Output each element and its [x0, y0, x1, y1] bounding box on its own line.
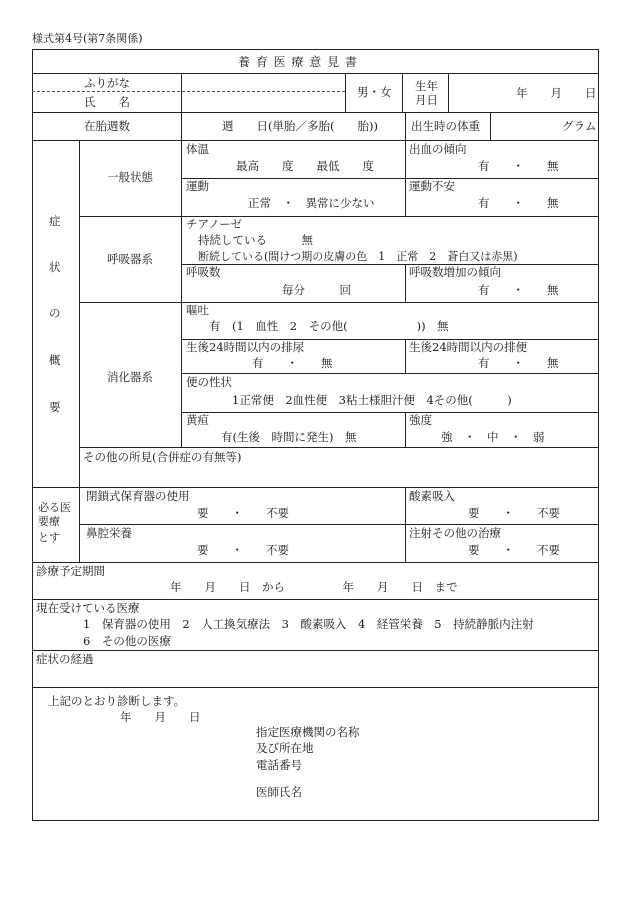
- stool-type-choice[interactable]: 1正常便 2血性便 3粘土様胆汁便 4その他( ): [232, 393, 512, 407]
- diagnosis-statement: 上記のとおり診断します。: [48, 694, 186, 708]
- incubator-label: 閉鎖式保育器の使用: [86, 489, 190, 503]
- phone-label: 電話番号: [256, 758, 302, 772]
- required-care-side-1: 必る医: [38, 501, 71, 514]
- restlessness-choice[interactable]: 有 ・ 無: [478, 196, 559, 210]
- cyanosis-intermittent[interactable]: 断続している(間けつ期の皮膚の色 1 正常 2 蒼白又は赤黒): [198, 250, 518, 263]
- birth-weight-label: 出生時の体重: [411, 119, 480, 133]
- symptoms-side-label-4: 概: [49, 353, 61, 367]
- birth-date-field[interactable]: 年 月 日: [516, 86, 597, 100]
- gestation-field[interactable]: 週 日(単胎／多胎( 胎)): [222, 119, 378, 133]
- bleeding-label: 出血の傾向: [409, 142, 467, 156]
- jaundice-choice[interactable]: 有(生後 時間に発生) 無: [221, 430, 357, 444]
- urine-choice[interactable]: 有 ・ 無: [252, 356, 333, 370]
- current-care-label: 現在受けている医療: [36, 601, 140, 615]
- birth-label-1: 生年: [415, 79, 438, 93]
- nasal-feeding-choice[interactable]: 要 ・ 不要: [197, 543, 289, 557]
- movement-choice[interactable]: 正常 ・ 異常に少ない: [248, 196, 375, 210]
- digestive-label: 消化器系: [107, 370, 153, 384]
- required-care-side-2: 要療: [38, 515, 60, 528]
- course-field[interactable]: [36, 670, 594, 685]
- name-label: 氏 名: [84, 95, 130, 109]
- page-title: 養 育 医 療 意 見 書: [238, 55, 358, 69]
- resp-increase-label: 呼吸数増加の傾向: [409, 265, 501, 279]
- resp-rate-label: 呼吸数: [186, 265, 221, 279]
- symptoms-side-label-2: 状: [49, 260, 61, 274]
- urine-label: 生後24時間以内の排尿: [186, 340, 305, 354]
- oxygen-choice[interactable]: 要 ・ 不要: [468, 506, 560, 520]
- current-care-options-2[interactable]: 6 その他の医療: [83, 634, 171, 648]
- resp-increase-choice[interactable]: 有 ・ 無: [478, 283, 559, 297]
- stool-label: 生後24時間以内の排便: [409, 340, 528, 354]
- current-care-options-1[interactable]: 1 保育器の使用 2 人工換気療法 3 酸素吸入 4 経管栄養 5 持続静脈内注射: [83, 617, 534, 631]
- resp-rate-field[interactable]: 毎分 回: [282, 283, 351, 297]
- schedule-label: 診療予定期間: [36, 564, 105, 578]
- institution-name-label-1: 指定医療機関の名称: [256, 725, 360, 739]
- form-number: 様式第4号(第7条関係): [32, 32, 143, 45]
- respiratory-label: 呼吸器系: [107, 252, 153, 266]
- temperature-label: 体温: [186, 142, 209, 156]
- movement-label: 運動: [186, 179, 209, 193]
- course-label: 症状の経過: [36, 652, 94, 666]
- furigana-label: ふりがな: [84, 76, 130, 90]
- schedule-field[interactable]: 年 月 日 から 年 月 日 まで: [170, 580, 458, 594]
- intensity-label: 強度: [409, 413, 432, 427]
- institution-name-label-2: 及び所在地: [256, 741, 314, 755]
- other-findings-field[interactable]: [83, 468, 595, 485]
- required-care-side-3: とす: [38, 531, 60, 544]
- injection-label: 注射その他の治療: [409, 526, 501, 540]
- birth-label-2: 月日: [415, 93, 438, 107]
- stool-type-label: 便の性状: [186, 375, 232, 389]
- nasal-feeding-label: 鼻腔栄養: [86, 526, 132, 540]
- vomit-label: 嘔吐: [186, 303, 209, 317]
- sex-select[interactable]: 男・女: [357, 85, 392, 99]
- general-state-label: 一般状態: [107, 170, 153, 184]
- oxygen-label: 酸素吸入: [409, 489, 455, 503]
- symptoms-side-label-1: 症: [49, 214, 61, 228]
- birth-weight-unit: グラム: [562, 119, 597, 133]
- cyanosis-continuous[interactable]: 持続している 無: [198, 233, 313, 247]
- bleeding-choice[interactable]: 有 ・ 無: [478, 159, 559, 173]
- name-field[interactable]: [183, 75, 343, 110]
- diagnosis-date[interactable]: 年 月 日: [120, 710, 201, 724]
- symptoms-side-label-3: の: [49, 306, 61, 320]
- restlessness-label: 運動不安: [409, 179, 455, 193]
- cyanosis-label: チアノーゼ: [186, 217, 243, 231]
- intensity-choice[interactable]: 強 ・ 中 ・ 弱: [441, 430, 545, 444]
- doctor-name-label: 医師氏名: [256, 785, 302, 799]
- other-findings-label: その他の所見(合併症の有無等): [83, 450, 242, 464]
- stool-choice[interactable]: 有 ・ 無: [478, 356, 559, 370]
- symptoms-side-label-5: 要: [49, 400, 61, 414]
- jaundice-label: 黄疸: [186, 413, 209, 427]
- injection-choice[interactable]: 要 ・ 不要: [468, 543, 560, 557]
- gestation-label: 在胎週数: [84, 119, 130, 133]
- incubator-choice[interactable]: 要 ・ 不要: [197, 506, 289, 520]
- temperature-field[interactable]: 最高 度 最低 度: [236, 159, 374, 173]
- vomit-choice[interactable]: 有 (1 血性 2 その他( )) 無: [209, 319, 449, 333]
